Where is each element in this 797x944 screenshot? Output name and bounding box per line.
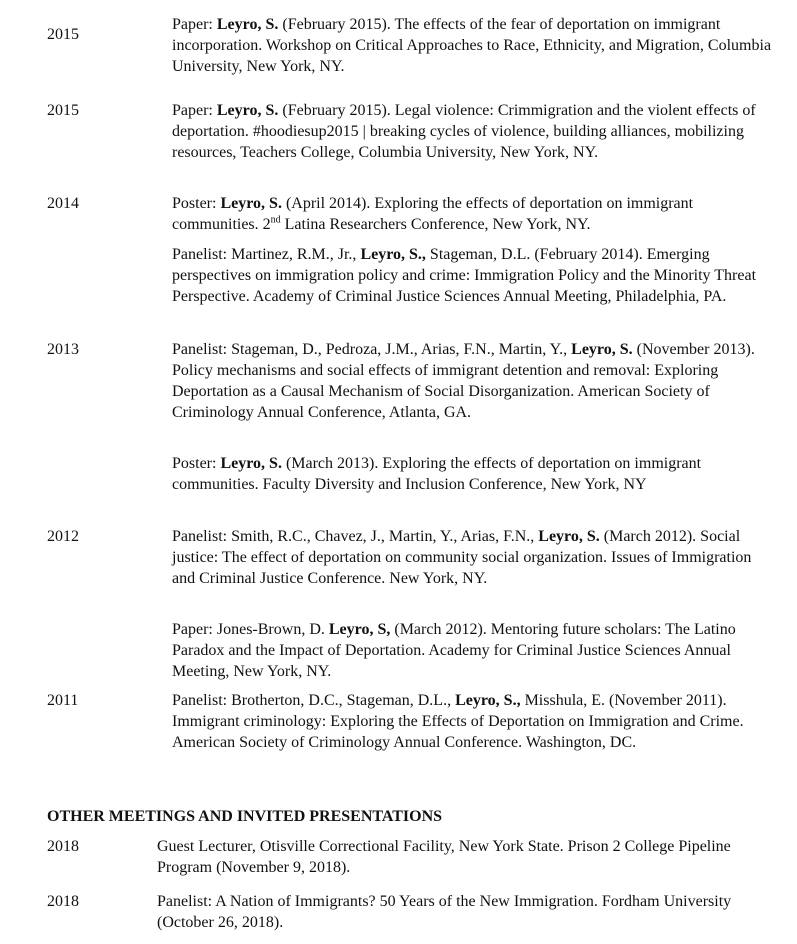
year-label: 2014 (47, 195, 79, 212)
year-label: 2015 (47, 26, 79, 43)
other-meeting-entry: Guest Lecturer, Otisville Correctional Facility, New York State. Prison 2 College Pipeline Program (November 9, 2018). (157, 838, 731, 876)
author-name: Leyro, S., (360, 246, 426, 263)
entry-type: Panelist: Martinez, R.M., Jr., (172, 246, 357, 263)
presentation-entry (172, 619, 772, 682)
year-label: 2018 (47, 838, 79, 855)
section-heading: OTHER MEETINGS AND INVITED PRESENTATIONS (47, 808, 443, 825)
entry-type: Paper: Jones-Brown, D. (172, 621, 325, 638)
author-name: Leyro, S., (455, 692, 521, 709)
entry-details: (February 2015). The effects of the fear of deportation on immigrant incorporation. Workshop on Critical Approaches to Race, Ethnicity, and Migration, Columbia University, New York, NY. (172, 16, 772, 75)
presentation-entry (172, 690, 772, 753)
entry-type: Panelist: Brotherton, D.C., Stageman, D.L., (172, 692, 452, 709)
entry-details-cont: Latina Researchers Conference, New York, NY. (280, 216, 591, 233)
entry-type: Poster: (172, 195, 217, 212)
author-name: Leyro, S. (220, 455, 282, 472)
author-name: Leyro, S, (328, 621, 391, 638)
entry-details: (March 2013). Exploring the effects of deportation on immigrant communities. Faculty Diversity and Inclusion Conference, New York, NY (172, 455, 702, 493)
author-name: Leyro, S. (571, 341, 633, 358)
entry-details: (March 2012). Mentoring future scholars: The Latino Paradox and the Impact of Deportation. Academy for Criminal Justice Sciences Annual Meeting, New York, NY. (172, 621, 736, 680)
year-label: 2011 (47, 692, 79, 709)
presentation-entry (172, 339, 772, 423)
entry-details: Misshula, E. (November 2011). Immigrant criminology: Exploring the Effects of Deportation on Immigration and Crime. American Society of Criminology Annual Conference. Washington, DC. (172, 692, 744, 751)
presentation-entry (172, 244, 772, 307)
entry-type: Poster: (172, 455, 217, 472)
year-label: 2015 (47, 102, 79, 119)
entry-type: Paper: (172, 16, 213, 33)
author-name: Leyro, S. (216, 16, 279, 33)
other-meeting-entry: Panelist: A Nation of Immigrants? 50 Years of the New Immigration. Fordham University (October 26, 2018). (157, 893, 732, 931)
presentation-entry (172, 14, 772, 77)
author-name: Leyro, S. (216, 102, 279, 119)
year-label: 2018 (47, 893, 79, 910)
entry-type: Panelist: Stageman, D., Pedroza, J.M., Arias, F.N., Martin, Y., (172, 341, 568, 358)
entry-type: Panelist: Smith, R.C., Chavez, J., Martin, Y., Arias, F.N., (172, 528, 535, 545)
entry-type: Paper: (172, 102, 213, 119)
presentation-entry (172, 193, 772, 235)
author-name: Leyro, S. (220, 195, 282, 212)
year-label: 2013 (47, 341, 79, 358)
year-label: 2012 (47, 528, 79, 545)
ordinal-suffix: nd (270, 214, 281, 226)
entry-details: Stageman, D.L. (February 2014). Emerging perspectives on immigration policy and crime: Immigration Policy and the Minority Threat Perspective. Academy of Criminal Justice Sciences Annual Meeting, Philadelphia, PA. (172, 246, 757, 305)
entry-details: (November 2013). Policy mechanisms and social effects of immigrant detention and removal: Exploring Deportation as a Causal Mechanism of Social Disorganization. American Society of Criminology Annual Conference, Atlanta, GA. (172, 341, 755, 421)
presentation-entry (172, 100, 772, 163)
presentation-entry (172, 453, 772, 495)
entry-details: (February 2015). Legal violence: Crimmigration and the violent effects of deportation. #hoodiesup2015 | breaking cycles of violence, building alliances, mobilizing resources, Teachers College, Columbia University, New York, NY. (172, 102, 756, 161)
entry-details: (March 2012). Social justice: The effect of deportation on community social organization. Issues of Immigration and Criminal Justice Conference. New York, NY. (172, 528, 752, 587)
entry-details: (April 2014). Exploring the effects of deportation on immigrant communities. 2 (172, 195, 694, 233)
author-name: Leyro, S. (538, 528, 600, 545)
presentation-entry (172, 526, 772, 589)
